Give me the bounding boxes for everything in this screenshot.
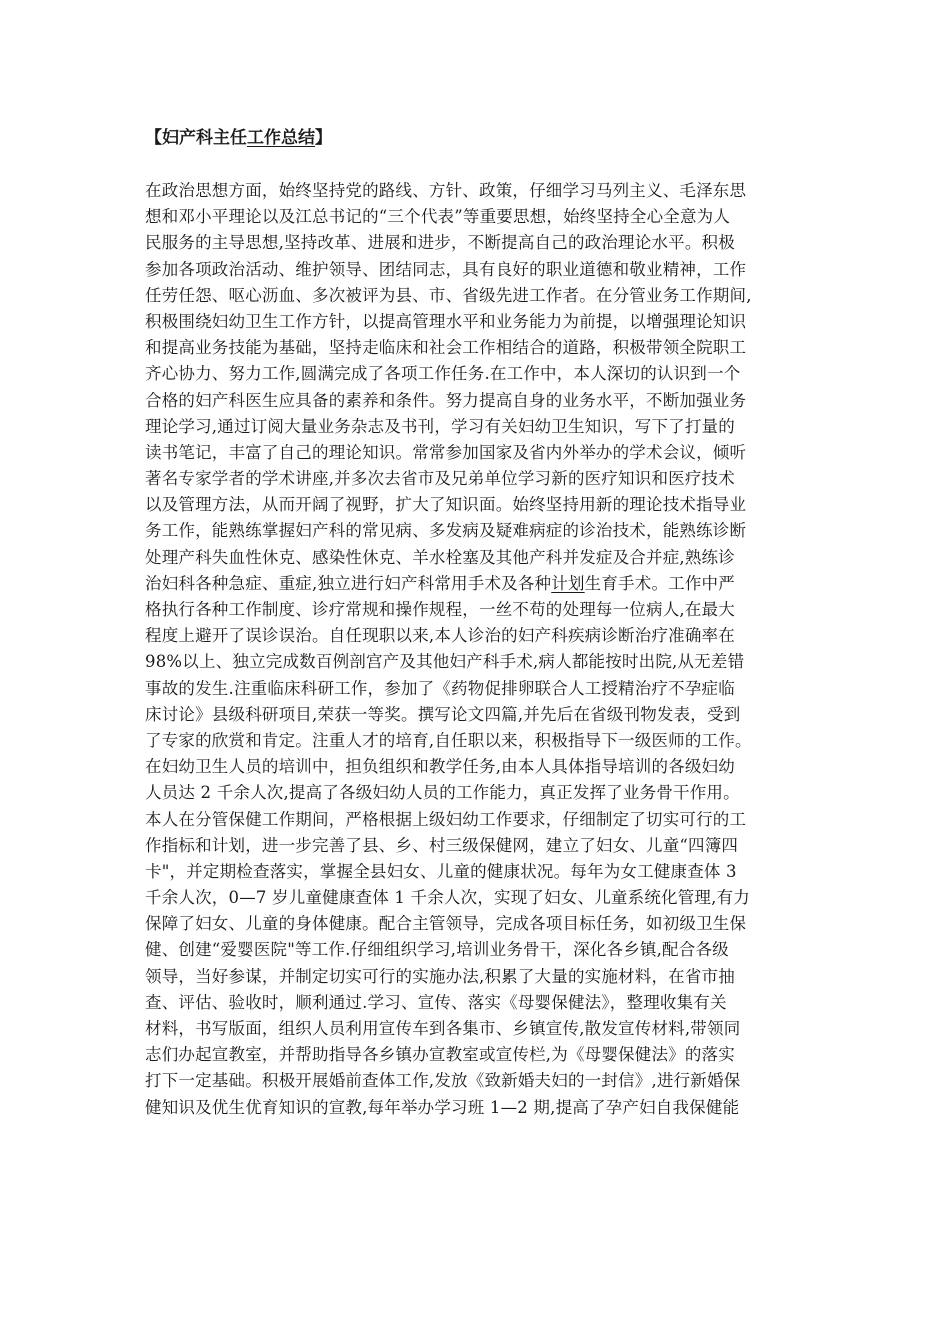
body-line: 保障了妇女、儿童的身体健康。配合主管领导，完成各项目标任务，如初级卫生保 [145, 914, 747, 934]
body-line: 著名专家学者的学术讲座,并多次去省市及兄弟单位学习新的医疗知识和医疗技术 [145, 469, 735, 489]
plan-link[interactable]: 计划 [551, 573, 585, 593]
title-open-bracket: 【 [145, 128, 162, 148]
body-line: 千余人次，0—7 岁儿童健康查体 1 千余人次，实现了妇女、儿童系统化管理,有力 [145, 888, 750, 908]
document-content [145, 124, 815, 1121]
title-close-bracket: 】 [315, 128, 332, 148]
body-line: 民服务的主导思想,坚持改革、进展和进步，不断提高自己的政治理论水平。积极 [145, 233, 735, 253]
document-title [145, 124, 815, 152]
body-line-with-link [145, 571, 815, 597]
body-line: 卡"，并定期检查落实，掌握全县妇女、儿童的健康状况。每年为女工健康查体 3 [145, 861, 737, 881]
title-underlined-text: 工作总结 [247, 128, 315, 148]
body-line: 了专家的欣赏和肯定。注重人才的培育,自任职以来，积极指导下一级医师的工作。 [145, 730, 752, 750]
body-line: 想和邓小平理论以及江总书记的“三个代表”等重要思想，始终坚持全心全意为人 [145, 207, 731, 227]
body-line: 任劳任怨、呕心沥血、多次被评为县、市、省级先进工作者。在分管业务工作期间, [145, 285, 752, 305]
body-line: 志们办起宣教室，并帮助指导各乡镇办宣教室或宣传栏,为《母婴保健法》的落实 [145, 1045, 735, 1065]
body-line: 合格的妇产科医生应具备的素养和条件。努力提高自身的业务水平，不断加强业务 [145, 390, 747, 410]
body-line: 和提高业务技能为基础，坚持走临床和社会工作相结合的道路，积极带领全院职工 [145, 338, 747, 358]
body-line: 98%以上、独立完成数百例剖宫产及其他妇产科手术,病人都能按时出院,从无差错 [145, 652, 745, 672]
body-line: 打下一定基础。积极开展婚前查体工作,发放《致新婚夫妇的一封信》,进行新婚保 [145, 1071, 741, 1091]
body-line: 程度上避开了误诊误治。自任现职以来,本人诊治的妇产科疾病诊断治疗准确率在 [145, 626, 735, 646]
body-line: 以及管理方法，从而开阔了视野，扩大了知识面。始终坚持用新的理论技术指导业 [145, 495, 747, 515]
body-line: 领导，当好参谋，并制定切实可行的实施办法,积累了大量的实施材料，在省市抽 [145, 966, 735, 986]
body-line: 健、创建“爱婴医院"等工作.仔细组织学习,培训业务骨干，深化各乡镇,配合各级 [145, 940, 729, 960]
body-line: 在妇幼卫生人员的培训中，担负组织和教学任务,由本人具体指导培训的各级妇幼 [145, 757, 735, 777]
body-line: 作指标和计划，进一步完善了县、乡、村三级保健网，建立了妇女、儿童“四簿四 [145, 835, 739, 855]
body-line: 床讨论》县级科研项目,荣获一等奖。撰写论文四篇,并先后在省级刊物发表，受到 [145, 704, 741, 724]
body-line-segment: 生育手术。工作中严 [584, 573, 735, 593]
body-line: 本人在分管保健工作期间，严格根据上级妇幼工作要求，仔细制定了切实可行的工 [145, 809, 747, 829]
document-body [145, 178, 815, 1121]
title-plain-text: 妇产科主任 [162, 128, 247, 148]
body-line: 齐心协力、努力工作,圆满完成了各项工作任务.在工作中，本人深切的认识到一个 [145, 364, 741, 384]
body-line: 理论学习,通过订阅大量业务杂志及书刊，学习有关妇幼卫生知识，写下了打量的 [145, 416, 735, 436]
body-line: 事故的发生.注重临床科研工作，参加了《药物促排卵联合人工授精治疗不孕症临 [145, 678, 735, 698]
body-line: 参加各项政治活动、维护领导、团结同志，具有良好的职业道德和敬业精神，工作 [145, 259, 747, 279]
body-line: 积极围绕妇幼卫生工作方针，以提高管理水平和业务能力为前提，以增强理论知识 [145, 311, 747, 331]
body-line: 健知识及优生优育知识的宣教,每年举办学习班 1—2 期,提高了孕产妇自我保健能 [145, 1097, 740, 1117]
body-line: 材料，书写版面，组织人员利用宣传车到各集市、乡镇宣传,散发宣传材料,带领同 [145, 1019, 741, 1038]
body-line: 查、评估、验收时，顺利通过.学习、宣传、落实《母婴保健法》，整理收集有关 [145, 992, 727, 1012]
body-line: 读书笔记，丰富了自己的理论知识。常常参加国家及省内外举办的学术会议，倾听 [145, 442, 747, 462]
body-line: 人员达 2 千余人次,提高了各级妇幼人员的工作能力，真正发挥了业务骨干作用。 [145, 783, 740, 803]
body-line: 在政治思想方面，始终坚持党的路线、方针、政策，仔细学习马列主义、毛泽东思 [145, 181, 747, 200]
body-line-segment: 治妇科各种急症、重症,独立进行妇产科常用手术及各种 [145, 573, 552, 593]
body-line: 务工作，能熟练掌握妇产科的常见病、多发病及疑难病症的诊治技术，能熟练诊断 [145, 521, 747, 541]
body-line: 格执行各种工作制度、诊疗常规和操作规程，一丝不苟的处理每一位病人,在最大 [145, 600, 735, 619]
body-line: 处理产科失血性休克、感染性休克、羊水栓塞及其他产科并发症及合并症,熟练诊 [145, 547, 735, 567]
